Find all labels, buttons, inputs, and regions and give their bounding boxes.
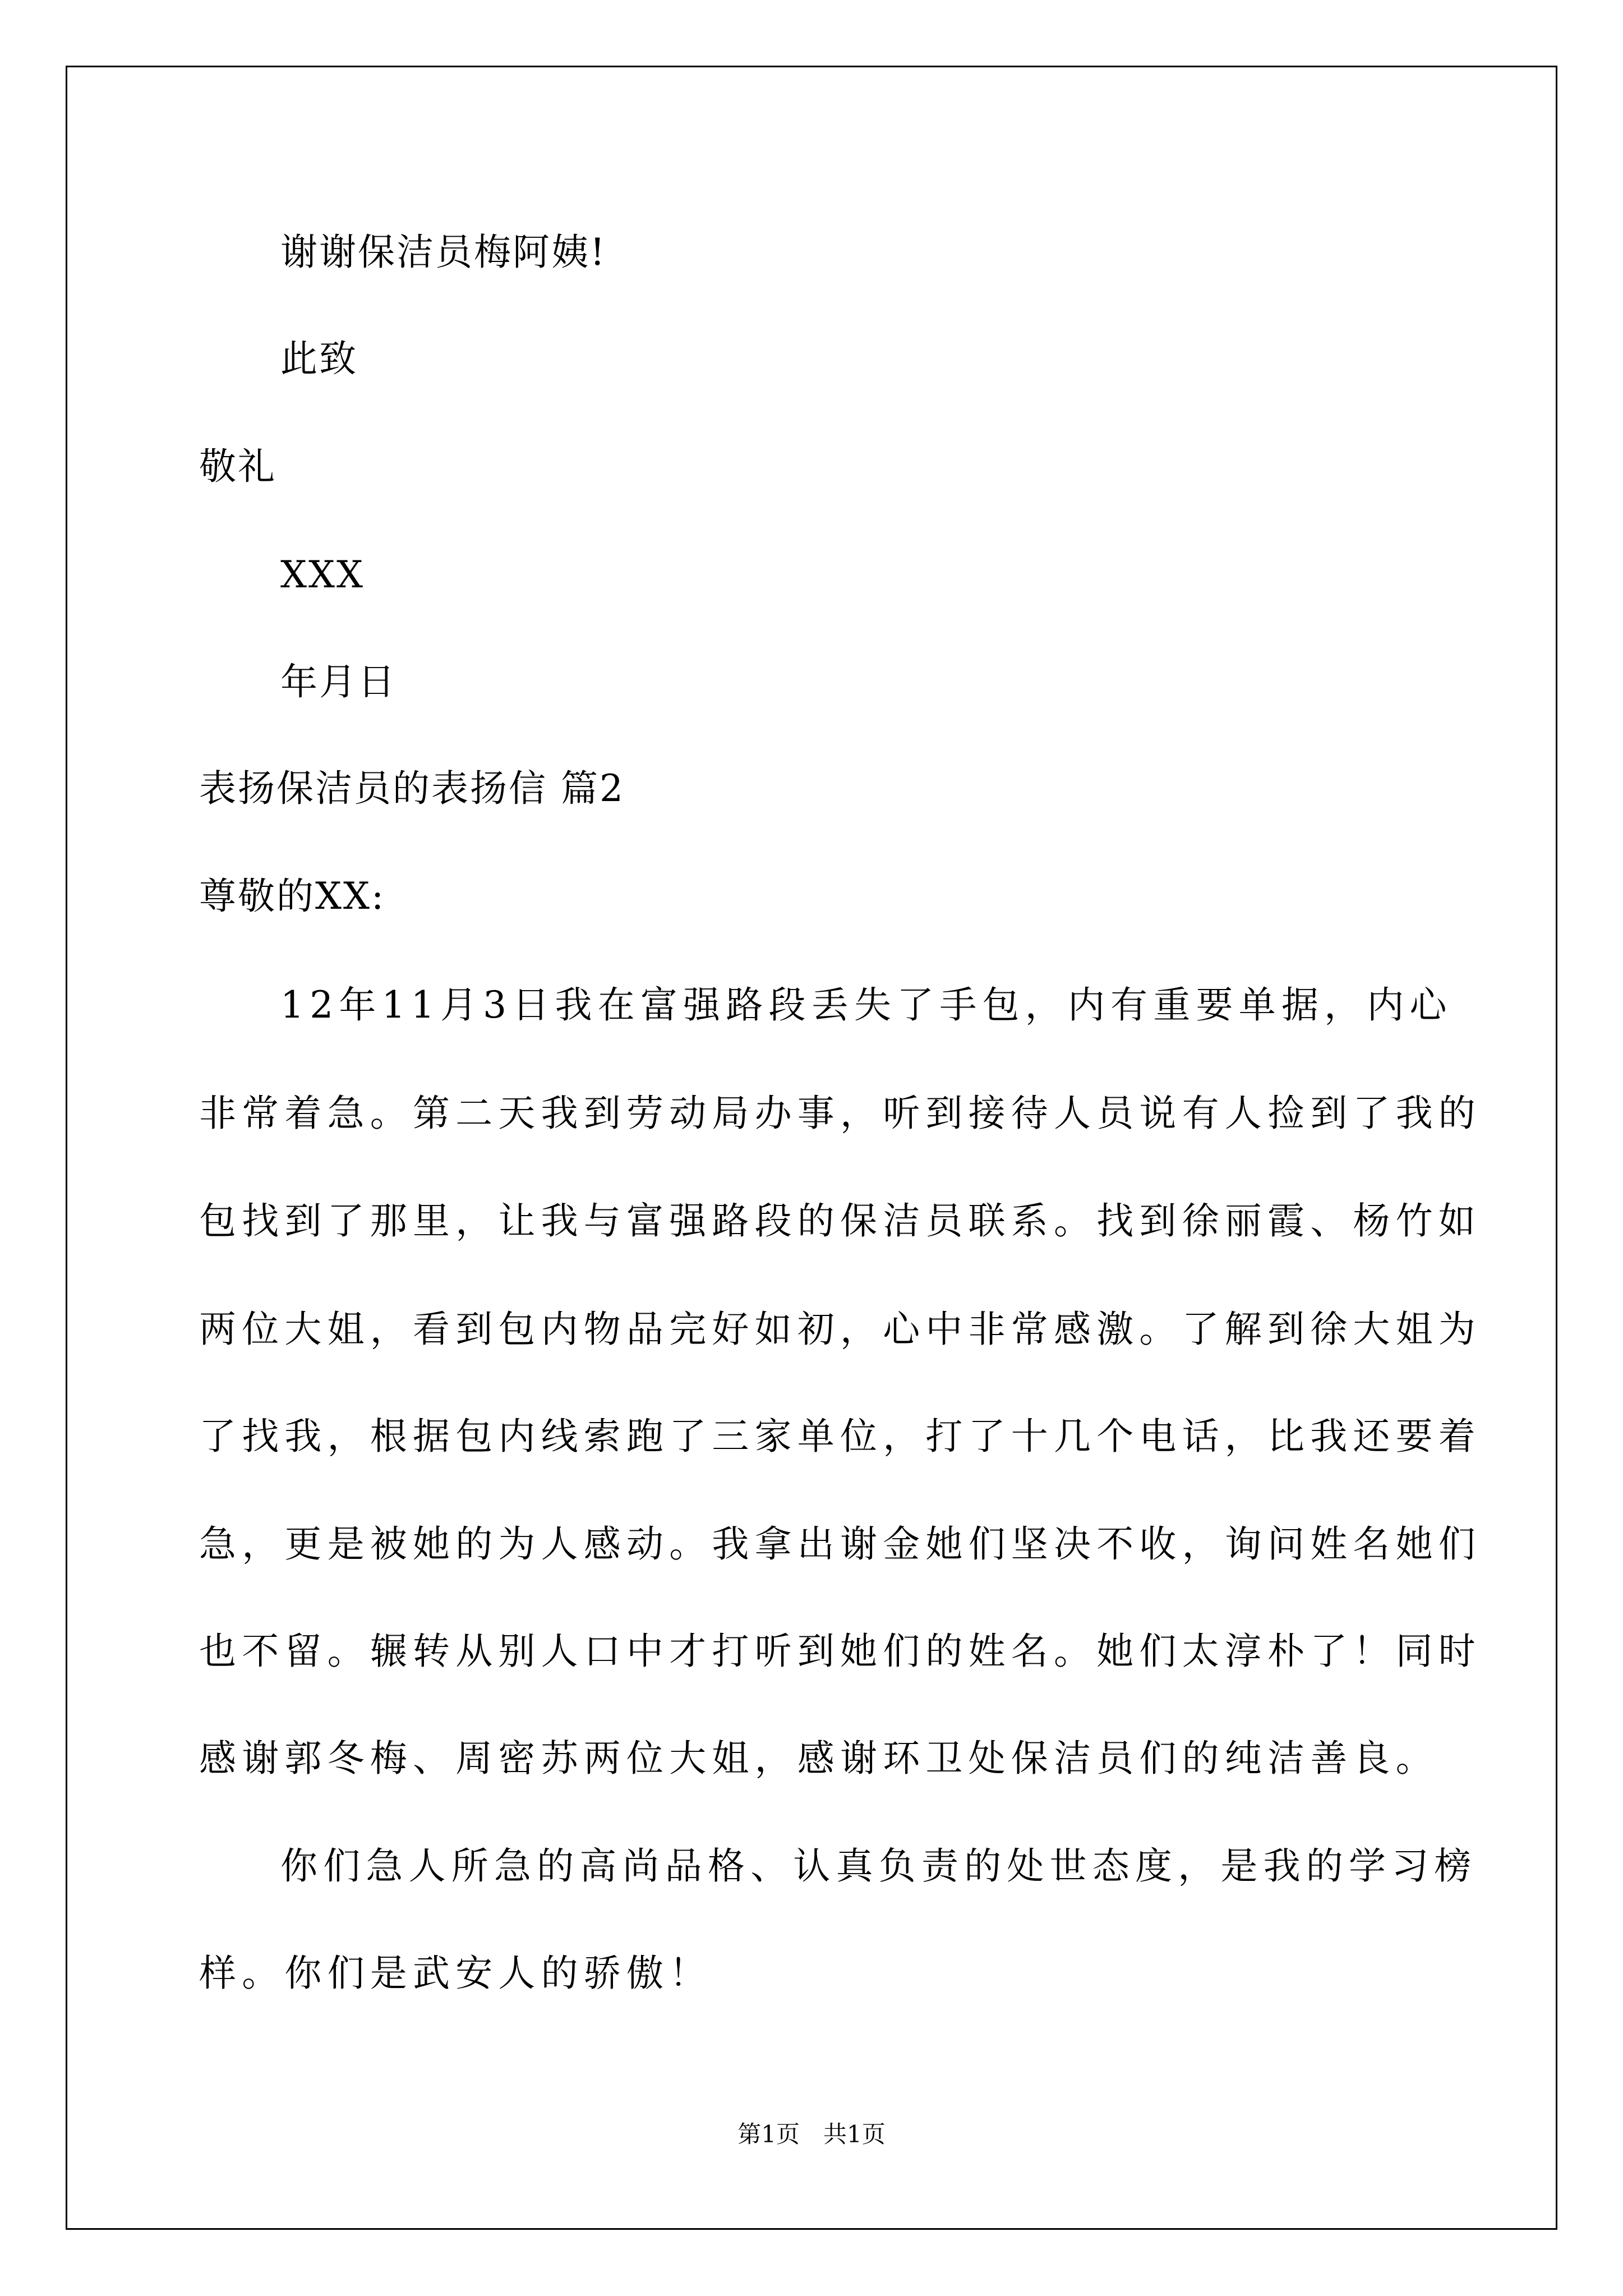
letter-heading: 表扬保洁员的表扬信 篇2 <box>199 767 625 810</box>
regards: 敬礼 <box>199 445 276 488</box>
page-footer: 第1页 共1页 <box>737 2120 886 2148</box>
page-border <box>66 66 1557 2230</box>
paragraph-line: 感谢郭冬梅、周密苏两位大姐，感谢环卫处保洁员们的纯洁善良。 <box>199 1737 1438 1780</box>
paragraph-line: 非常着急。第二天我到劳动局办事，听到接待人员说有人捡到了我的 <box>199 1092 1481 1135</box>
paragraph-line: 你们急人所急的高尚品格、认真负责的处世态度，是我的学习榜 <box>280 1844 1477 1888</box>
signature: XXX <box>280 553 365 596</box>
paragraph-line: 急，更是被她的为人感动。我拿出谢金她们坚决不收，询问姓名她们 <box>199 1522 1481 1566</box>
paragraph-line: 了找我，根据包内线索跑了三家单位，打了十几个电话，比我还要着 <box>199 1415 1481 1458</box>
greeting: 尊敬的XX: <box>199 875 386 918</box>
salutation-close: 此致 <box>280 337 358 380</box>
paragraph-line: 样。你们是武安人的骄傲！ <box>199 1952 712 1995</box>
date-line: 年月日 <box>280 660 396 703</box>
paragraph-line: 12年11月3日我在富强路段丢失了手包，内有重要单据，内心 <box>280 983 1453 1027</box>
paragraph-line: 包找到了那里，让我与富强路段的保洁员联系。找到徐丽霞、杨竹如 <box>199 1199 1481 1243</box>
paragraph-line: 两位大姐，看到包内物品完好如初，心中非常感激。了解到徐大姐为 <box>199 1308 1481 1351</box>
thanks-line: 谢谢保洁员梅阿姨! <box>280 231 607 274</box>
paragraph-line: 也不留。辗转从别人口中才打听到她们的姓名。她们太淳朴了！同时 <box>199 1630 1481 1673</box>
